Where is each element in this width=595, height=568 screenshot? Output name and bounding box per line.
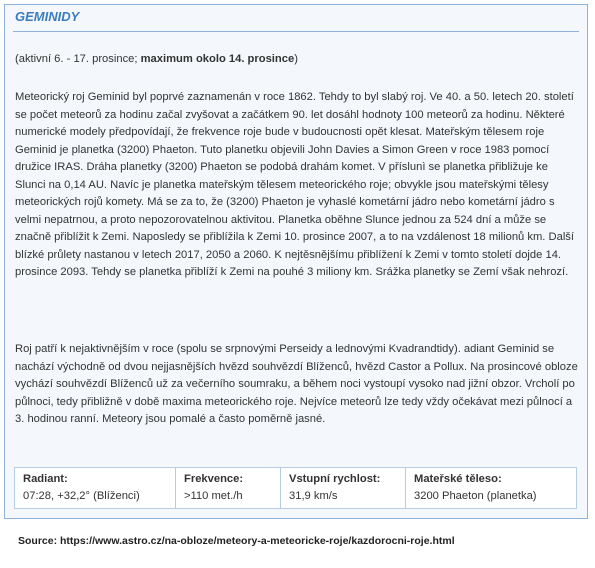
source-citation: Source: https://www.astro.cz/na-obloze/meteory-a-meteoricke-roje/kazdorocni-roje.html bbox=[18, 535, 455, 547]
shower-title: GEMINIDY bbox=[15, 9, 80, 24]
info-cell-radiant bbox=[15, 468, 176, 508]
meteor-shower-panel bbox=[4, 4, 588, 519]
activity-close: ) bbox=[294, 53, 298, 65]
info-label: Radiant: bbox=[23, 473, 68, 485]
history-paragraph: Meteorický roj Geminid byl poprvé zaznamenán v roce 1862. Tehdy to byl slabý roj. Ve 40. a 50. letech 20. století se počet meteorů za hodinu začal zvyšovat a začátkem 90. let dosáhl hodnoty 100 meteorů za hodinu. Některé numerické modely předpovídají, že frekvence roje bude v budoucnosti opět klesat. Mateřským tělesem roje Geminid je planetka (3200) Phaeton. Tuto planetku objevili John Davies a Simon Green v roce 1983 pomocí družice IRAS. Dráha planetky (3200) Phaeton se podobá drahám komet. V příslunì se planetka přibližuje ke Slunci na 0,14 AU. Navíc je planetka mateřským tělesem meteorického roje; obvykle jsou mateřskými tělesy meteorických rojů komety. Má se za to, že (3200) Phaeton je vyhaslé kometární jádro nebo kometární jádro s velmi nepatrnou, a proto nepozorovatelnou aktivitou. Planetka oběhne Slunce jednou za 524 dní a může se značně přiblížit k Zemi. Naposledy se přiblížila k Zemi 10. prosince 2007, a to na vzdálenost 18 milionů km. Další blízké průlety nastanou v letech 2017, 2050 a 2060. K nejtěsnějšímu přiblížení k Zemi v tomto století dojde 14. prosince 2093. Tehdy se planetka přiblíží k Zemi na pouhé 3 miliony km. Srážka planetky se Zemí však nehrozí. bbox=[15, 91, 575, 278]
info-cell-velocity bbox=[281, 468, 406, 508]
info-value: >110 met./h bbox=[184, 490, 243, 502]
info-table bbox=[14, 467, 577, 509]
info-label: Vstupní rychlost: bbox=[289, 473, 381, 485]
title-divider bbox=[13, 31, 579, 32]
info-value: 3200 Phaeton (planetka) bbox=[414, 490, 537, 502]
info-cell-frequency bbox=[176, 468, 281, 508]
info-value: 07:28, +32,2° (Blíženci) bbox=[23, 490, 140, 502]
info-label: Mateřské těleso: bbox=[414, 473, 502, 485]
observation-paragraph: Roj patří k nejaktivnějším v roce (spolu se srpnovými Perseidy a lednovými Kvadrandtidy). adiant Geminid se nachází východně od dvou nejjasnějších hvězd souhvězdí Blíženců, hvězd Castor a Pollux. Na prosincové obloze vychází souhvězdí Blíženců už za večerního soumraku, a během noci vystoupí vysoko nad jižní obzor. Vrcholí po půlnoci, tedy přibližně v době maxima meteorického roje. Nejvíce meteorů lze tedy vždy očekávat mezi půlnocí a 3. hodinou ranní. Meteory jsou pomalé a často poměrně jasné. bbox=[15, 343, 578, 425]
activity-maximum: maximum okolo 14. prosince bbox=[140, 53, 295, 65]
info-label: Frekvence: bbox=[184, 473, 244, 485]
info-value: 31,9 km/s bbox=[289, 490, 338, 502]
info-cell-parent-body bbox=[406, 468, 576, 508]
activity-period: (aktivní 6. - 17. prosince; bbox=[15, 53, 141, 65]
activity-line bbox=[15, 51, 581, 69]
